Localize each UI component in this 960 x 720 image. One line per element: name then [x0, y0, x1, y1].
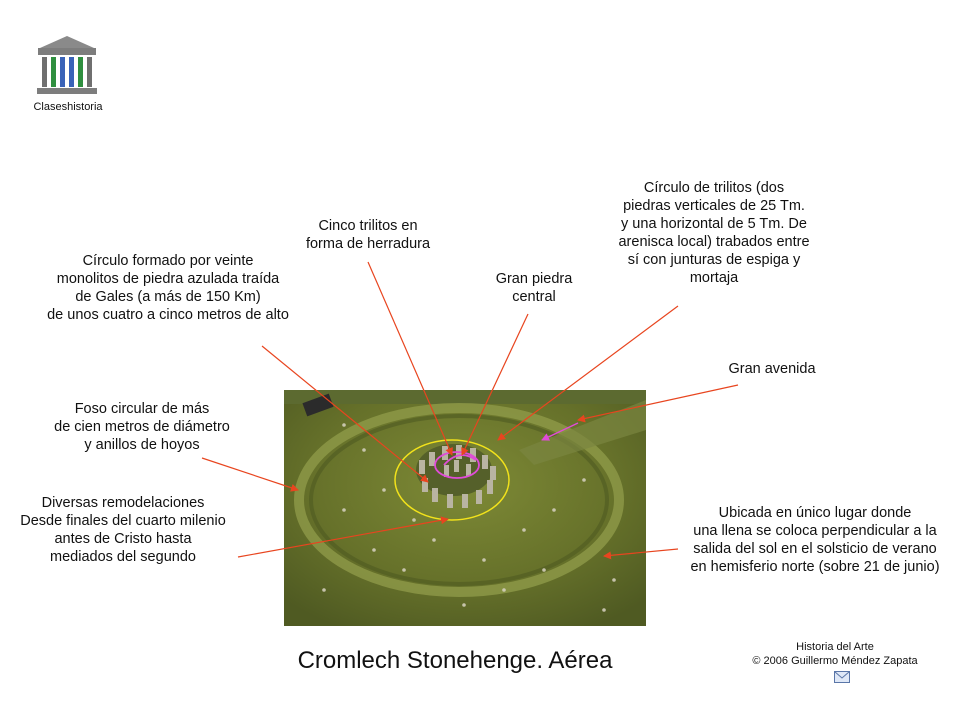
label-monolitos: Círculo formado por veinte monolitos de piedra azulada traída de Gales (a más de 150 Km) de unos cuatro a cinco metros de alto — [47, 253, 289, 323]
footer-line2: © 2006 Guillermo Méndez Zapata — [752, 655, 918, 667]
logo-caption: Claseshistoria — [33, 101, 103, 113]
label-foso: Foso circular de más de cien metros de diámetro y anillos de hoyos — [54, 401, 230, 453]
stonehenge-aerial-photo — [284, 390, 646, 626]
footer-line1: Historia del Arte — [796, 641, 874, 653]
label-ubicada: Ubicada en único lugar donde una llena se coloca perpendicular a la salida del sol en el solsticio de verano en hemisferio norte (sobre 21 de junio) — [690, 505, 940, 575]
label-avenida: Gran avenida — [728, 361, 816, 377]
page-title: Cromlech Stonehenge. Aérea — [297, 647, 613, 674]
temple-icon — [34, 34, 100, 96]
footer-credit — [730, 640, 940, 668]
label-gran-piedra: Gran piedra central — [495, 271, 573, 305]
label-remodelaciones: Diversas remodelaciones Desde finales del cuarto milenio antes de Cristo hasta mediados del segundo — [20, 495, 226, 565]
label-herradura: Cinco trilitos en forma de herradura — [305, 218, 431, 252]
label-trilitos: Círculo de trilitos (dos piedras verticales de 25 Tm. y una horizontal de 5 Tm. De arenisca local) trabados entre sí con junturas de espiga y mortaja — [618, 180, 810, 286]
mail-icon[interactable] — [834, 671, 850, 683]
